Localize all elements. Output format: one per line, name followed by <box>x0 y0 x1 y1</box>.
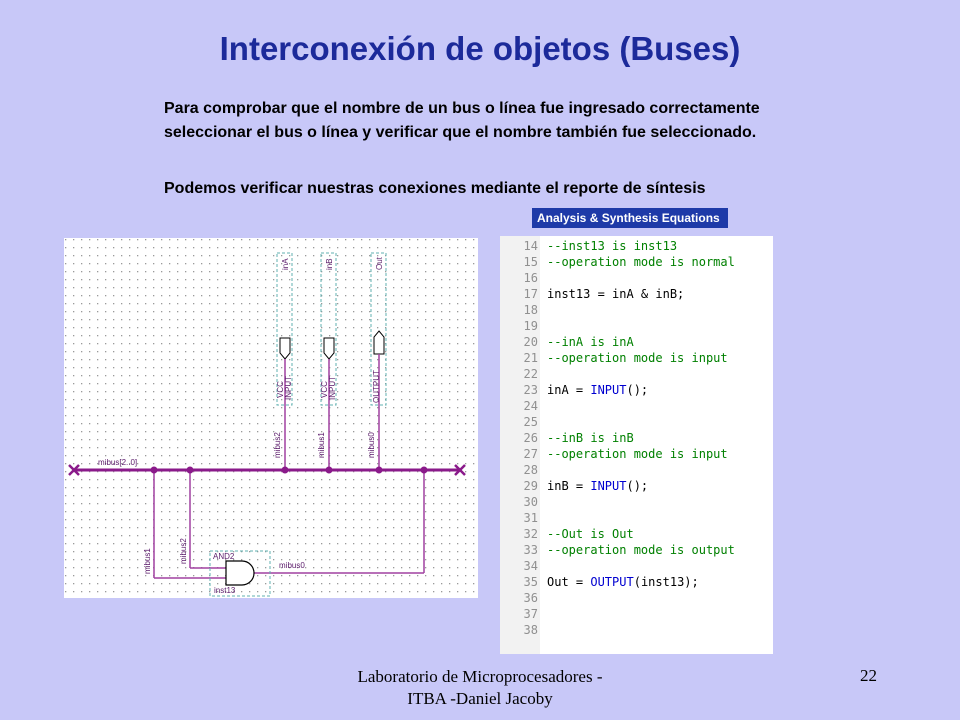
report-line <box>500 558 547 574</box>
line-number: 27 <box>523 447 538 461</box>
footer-line-2: ITBA -Daniel Jacoby <box>407 689 553 708</box>
line-number: 37 <box>523 607 538 621</box>
code-text <box>547 351 728 365</box>
code-text <box>547 335 634 349</box>
report-line <box>500 398 547 414</box>
report-line <box>500 606 547 622</box>
report-line <box>500 510 547 526</box>
report-line <box>500 302 547 318</box>
report-line <box>500 318 547 334</box>
report-panel[interactable] <box>500 236 773 654</box>
footer-line-1: Laboratorio de Microprocesadores - <box>357 667 603 686</box>
line-number: 21 <box>523 351 538 365</box>
code-token: --operation mode is normal <box>547 255 735 269</box>
report-line <box>500 526 634 542</box>
footer <box>300 666 660 710</box>
pin-name-inA: inA <box>281 258 290 270</box>
line-number: 22 <box>523 367 538 381</box>
pin-name-inB: inB <box>325 258 334 270</box>
report-line <box>500 542 735 558</box>
line-number: 28 <box>523 463 538 477</box>
line-number: 35 <box>523 575 538 589</box>
report-line <box>500 414 547 430</box>
bus-label: mibus[2..0] <box>98 458 138 467</box>
code-token: OUTPUT <box>590 575 634 589</box>
report-line <box>500 350 728 366</box>
report-line <box>500 238 677 254</box>
report-line <box>500 590 547 606</box>
code-text <box>547 527 634 541</box>
gate-input-label-2: mibus2 <box>179 538 188 564</box>
report-line <box>500 334 634 350</box>
report-line <box>500 382 648 398</box>
paragraph-instructions: Para comprobar que el nombre de un bus o línea fue ingresado correctamente seleccionar el bus o línea y verificar que el nombre también fue seleccionado. <box>164 100 760 141</box>
line-number: 17 <box>523 287 538 301</box>
code-token: --operation mode is input <box>547 351 728 365</box>
pin-name-Out: Out <box>375 257 384 270</box>
code-token: INPUT <box>590 383 627 397</box>
report-line <box>500 270 547 286</box>
code-text <box>547 479 648 493</box>
report-title-bar: Analysis & Synthesis Equations <box>532 208 728 228</box>
line-number: 29 <box>523 479 538 493</box>
pin-type-inA: INPUT <box>284 376 293 400</box>
line-number: 16 <box>523 271 538 285</box>
report-line <box>500 574 699 590</box>
report-line <box>500 430 634 446</box>
output-pin-symbol-Out <box>374 331 384 354</box>
gate-output-label: mibus0 <box>279 561 305 570</box>
code-token: inA = <box>547 383 591 397</box>
report-line <box>500 622 547 638</box>
schematic-diagram <box>64 238 478 598</box>
line-number: 30 <box>523 495 538 509</box>
line-number: 24 <box>523 399 538 413</box>
code-text <box>547 575 699 589</box>
wire-label-Out: mibus0 <box>367 432 376 458</box>
line-number: 31 <box>523 511 538 525</box>
code-text <box>547 447 728 461</box>
line-number: 23 <box>523 383 538 397</box>
code-token: inst13 = inA & inB; <box>547 287 685 301</box>
line-number: 34 <box>523 559 538 573</box>
page-number: 22 <box>860 666 877 685</box>
code-token: --operation mode is input <box>547 447 728 461</box>
line-number: 26 <box>523 431 538 445</box>
wire-label-inB: mibus1 <box>317 432 326 458</box>
code-token: --Out is Out <box>547 527 634 541</box>
report-line <box>500 254 735 270</box>
line-number: 38 <box>523 623 538 637</box>
report-line <box>500 366 547 382</box>
report-line <box>500 478 648 494</box>
code-text <box>547 255 735 269</box>
code-token: --inst13 is inst13 <box>547 239 678 253</box>
line-number: 20 <box>523 335 538 349</box>
line-number: 14 <box>523 239 538 253</box>
line-number: 25 <box>523 415 538 429</box>
code-token: (); <box>626 479 649 493</box>
code-text <box>547 383 648 397</box>
line-number: 15 <box>523 255 538 269</box>
gate-type-label: AND2 <box>213 552 235 561</box>
report-line <box>500 286 684 302</box>
report-line <box>500 446 728 462</box>
line-number: 32 <box>523 527 538 541</box>
gate-instance-label: inst13 <box>214 586 236 595</box>
line-number: 33 <box>523 543 538 557</box>
code-token: inB = <box>547 479 591 493</box>
code-token: INPUT <box>590 479 627 493</box>
line-number: 18 <box>523 303 538 317</box>
and-gate-symbol <box>226 561 254 585</box>
gate-input-label-1: mibus1 <box>143 548 152 574</box>
wire-label-inA: mibus2 <box>273 432 282 458</box>
report-line <box>500 462 547 478</box>
pin-type-inB: INPUT <box>328 376 337 400</box>
code-token: (inst13); <box>633 575 699 589</box>
code-token: (); <box>626 383 649 397</box>
line-number: 36 <box>523 591 538 605</box>
slide-title: Interconexión de objetos (Buses) <box>219 30 741 67</box>
line-number: 19 <box>523 319 538 333</box>
code-text <box>547 239 677 253</box>
code-token: --operation mode is output <box>547 543 735 557</box>
code-text <box>547 287 684 301</box>
code-text <box>547 543 735 557</box>
pin-type-Out: OUTPUT <box>372 370 381 403</box>
code-token: --inA is inA <box>547 335 634 349</box>
code-text <box>547 431 634 445</box>
report-line <box>500 494 547 510</box>
pin-vcc-inA: VCC <box>276 381 285 398</box>
code-token: Out = <box>547 575 591 589</box>
paragraph-verification: Podemos verificar nuestras conexiones mediante el reporte de síntesis <box>164 180 706 197</box>
pin-vcc-inB: VCC <box>320 381 329 398</box>
code-token: --inB is inB <box>547 431 634 445</box>
